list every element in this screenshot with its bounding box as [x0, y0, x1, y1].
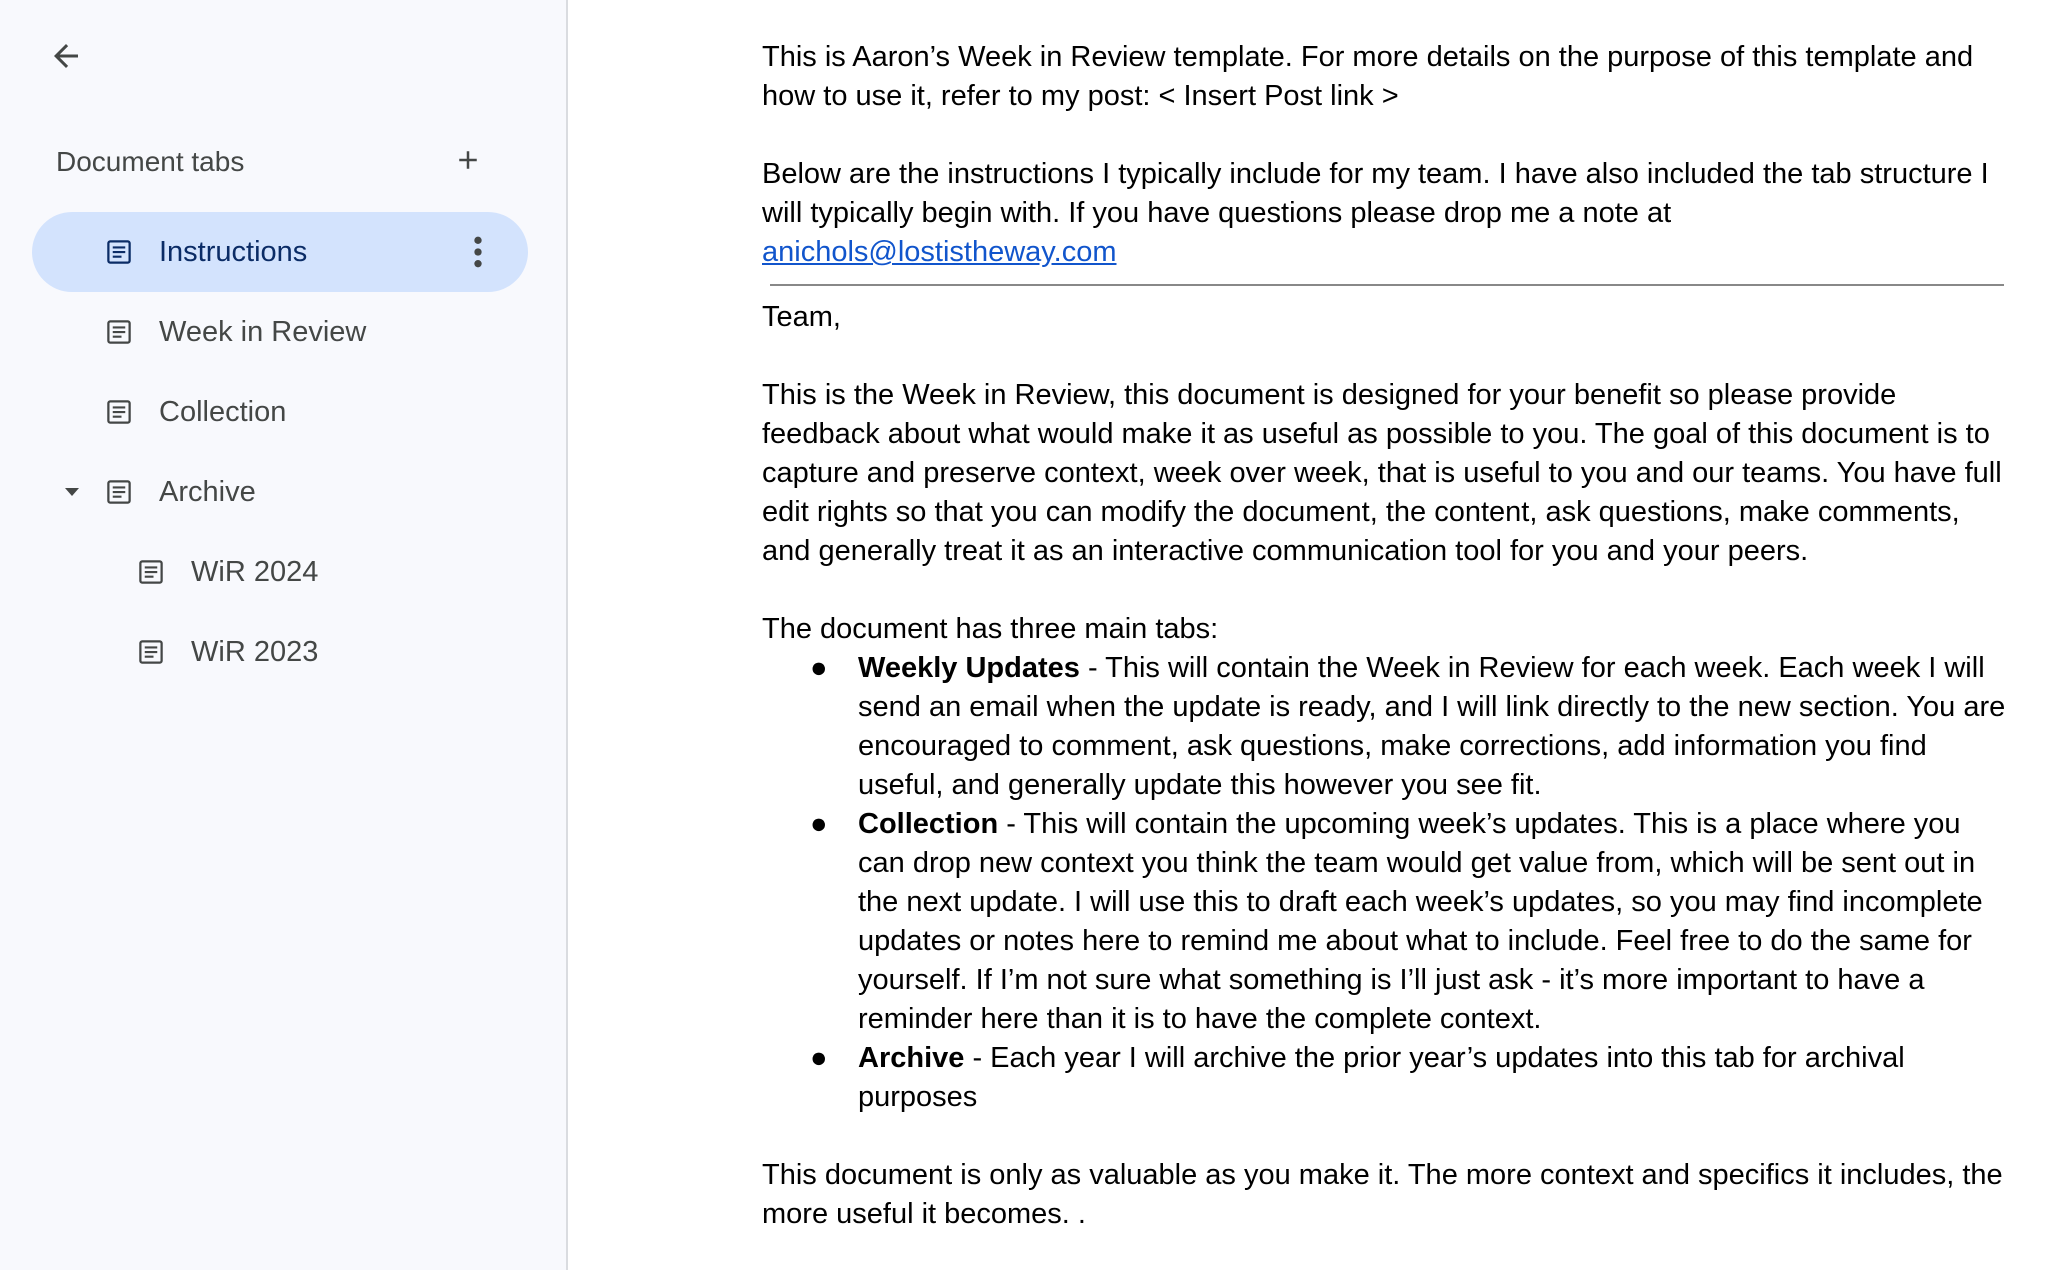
sidebar-item-label: WiR 2024 [191, 555, 319, 588]
sidebar-item-wir-2024[interactable] [32, 532, 528, 612]
instructions-paragraph [762, 155, 2012, 272]
arrow-left-icon [48, 38, 84, 74]
bullet-text: - This will contain the Week in Review for each week. Each week I will send an email when the update is ready, and I will link directly to the new section. You are encouraged to comment, ask questions, make corrections, add information you find useful, and generally update this however you see fit. [858, 652, 2006, 801]
back-button[interactable] [44, 30, 88, 82]
closing-paragraph: This document is only as valuable as you make it. The more context and specifics it includes, the more useful it becomes. . [762, 1159, 2003, 1230]
document-icon [136, 557, 166, 587]
bullet-icon: ● [810, 808, 828, 840]
horizontal-divider [770, 284, 2004, 286]
sidebar-item-collection[interactable] [32, 372, 528, 452]
more-vertical-icon[interactable] [472, 234, 484, 270]
list-item [762, 1039, 2012, 1117]
bullet-icon: ● [810, 652, 828, 684]
document-tabs-sidebar [0, 0, 568, 1270]
sidebar-item-label: Week in Review [159, 315, 367, 348]
document-icon [104, 237, 134, 267]
intro-paragraph: This is Aaron’s Week in Review template. For more details on the purpose of this template and how to use it, refer to my post: < Insert Post link > [762, 41, 1974, 112]
document-icon [104, 317, 134, 347]
sidebar-item-wir-2023[interactable] [32, 612, 528, 692]
document-body[interactable] [762, 38, 2012, 1234]
sidebar-item-label: Archive [159, 475, 256, 508]
week-in-review-paragraph: This is the Week in Review, this document is designed for your benefit so please provide feedback about what would make it as useful as possible to you. The goal of this document is to capture and preserve context, week over week, that is useful to you and our teams. You have full edit rights so that you can modify the document, the content, ask questions, make comments, and generally treat it as an interactive communication tool for you and your peers. [762, 379, 2002, 567]
sidebar-item-label: Collection [159, 395, 287, 428]
document-icon [104, 477, 134, 507]
document-icon [136, 637, 166, 667]
bullet-title: Archive [858, 1042, 965, 1074]
tabs-bullet-list [762, 649, 2012, 1117]
plus-icon [453, 145, 483, 175]
sidebar-item-archive[interactable] [32, 452, 528, 532]
bullet-text: - This will contain the upcoming week’s updates. This is a place where you can drop new context you think the team would get value from, which will be sent out in the next update. I will use this to draft each week’s updates, so you may find incomplete updates or notes here to remind me about what to include. Feel free to do the same for yourself. If I’m not sure what something is I’ll just ask - it’s more important to have a reminder here than it is to have the complete context. [858, 808, 1983, 1035]
sidebar-item-instructions[interactable] [32, 212, 528, 292]
bullet-icon: ● [810, 1042, 828, 1074]
add-tab-button[interactable] [448, 140, 488, 180]
list-item [762, 805, 2012, 1039]
sidebar-item-label: WiR 2023 [191, 635, 319, 668]
tabs-intro: The document has three main tabs: [762, 613, 1219, 645]
sidebar-item-week-in-review[interactable] [32, 292, 528, 372]
document-tabs-header [56, 140, 496, 180]
email-link[interactable]: anichols@lostistheway.com [762, 236, 1117, 268]
document-icon [104, 397, 134, 427]
list-item [762, 649, 2012, 805]
bullet-title: Collection [858, 808, 999, 840]
bullet-title: Weekly Updates [858, 652, 1080, 684]
sidebar-item-label: Instructions [159, 235, 308, 268]
greeting: Team, [762, 301, 841, 333]
bullet-text: - Each year I will archive the prior year’s updates into this tab for archival purposes [858, 1042, 1905, 1113]
instructions-text: Below are the instructions I typically include for my team. I have also included the tab structure I will typically begin with. If you have questions please drop me a note at [762, 158, 1989, 229]
document-tabs-title: Document tabs [56, 146, 245, 177]
